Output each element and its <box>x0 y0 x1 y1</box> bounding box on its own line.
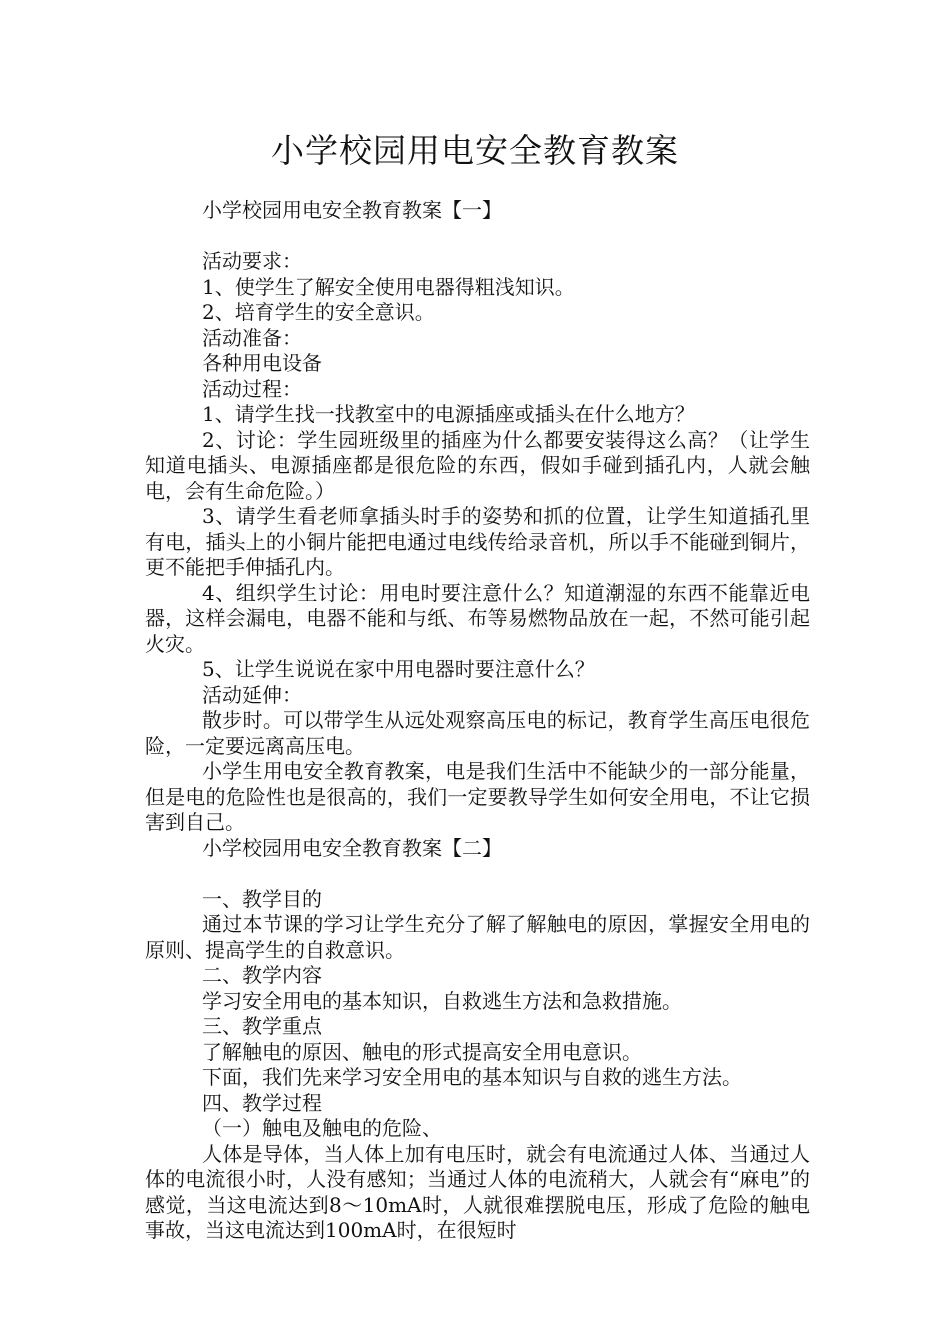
paragraph: 二、教学内容 <box>202 963 322 987</box>
paragraph: 2、培育学生的安全意识。 <box>202 300 435 324</box>
paragraph: 四、教学过程 <box>202 1090 322 1115</box>
paragraph: 散步时。可以带学生从远处观察高压电的标记，教育学生高压电很危险，一定要远离高压电。 <box>145 708 810 758</box>
paragraph: 活动延伸： <box>202 682 302 707</box>
paragraph: 各种用电设备 <box>202 351 322 375</box>
paragraph: 1、请学生找一找教室中的电源插座或插头在什么地方？ <box>202 402 695 426</box>
paragraph: 活动要求： <box>202 249 302 273</box>
paragraph: 活动准备： <box>202 325 302 350</box>
document-body <box>145 198 810 1244</box>
paragraph: 学习安全用电的基本知识，自救逃生方法和急救措施。 <box>202 988 682 1013</box>
paragraph: 4、组织学生讨论：用电时要注意什么？知道潮湿的东西不能靠近电器，这样会漏电，电器不能和与纸、布等易燃物品放在一起，不然可能引起火灾。 <box>145 580 810 656</box>
paragraph: 小学生用电安全教育教案，电是我们生活中不能缺少的一部分能量，但是电的危险性也是很高的，我们一定要教导学生如何安全用电，不让它损害到自己。 <box>145 759 810 834</box>
paragraph: 1、使学生了解安全使用电器得粗浅知识。 <box>202 274 575 299</box>
paragraph: 活动过程： <box>202 376 302 401</box>
blank-line <box>145 861 810 887</box>
section-heading: 小学校园用电安全教育教案【二】 <box>202 835 502 860</box>
document-title: 小学校园用电安全教育教案 <box>271 131 679 170</box>
paragraph: 2、讨论：学生园班级里的插座为什么都要安装得这么高？（让学生知道电插头、电源插座都是很危险的东西，假如手碰到插孔内，人就会触电，会有生命危险。） <box>145 427 810 503</box>
paragraph: 了解触电的原因、触电的形式提高安全用电意识。 <box>202 1039 642 1064</box>
paragraph: 5、让学生说说在家中用电器时要注意什么？ <box>202 657 595 681</box>
paragraph: 人体是导体，当人体上加有电压时，就会有电流通过人体、当通过人体的电流很小时，人没有感知；当通过人体的电流稍大，人就会有“麻电”的感觉，当这电流达到8～10mA时，人就很难摆脱电压，形成了危险的触电事故，当这电流达到100mA时，在很短时 <box>145 1141 810 1242</box>
paragraph: 下面，我们先来学习安全用电的基本知识与自救的逃生方法。 <box>202 1065 742 1089</box>
paragraph: 通过本节课的学习让学生充分了解了解触电的原因，掌握安全用电的原则、提高学生的自救意识。 <box>145 912 810 962</box>
paragraph: 3、请学生看老师拿插头时手的姿势和抓的位置，让学生知道插孔里有电，插头上的小铜片能把电通过电线传给录音机，所以手不能碰到铜片，更不能把手伸插孔内。 <box>145 504 810 579</box>
section-heading: 小学校园用电安全教育教案【一】 <box>202 198 502 222</box>
paragraph: 三、教学重点 <box>202 1014 322 1038</box>
blank-line <box>145 224 810 250</box>
paragraph: （一）触电及触电的危险、 <box>202 1116 442 1140</box>
paragraph: 一、教学目的 <box>202 886 322 911</box>
